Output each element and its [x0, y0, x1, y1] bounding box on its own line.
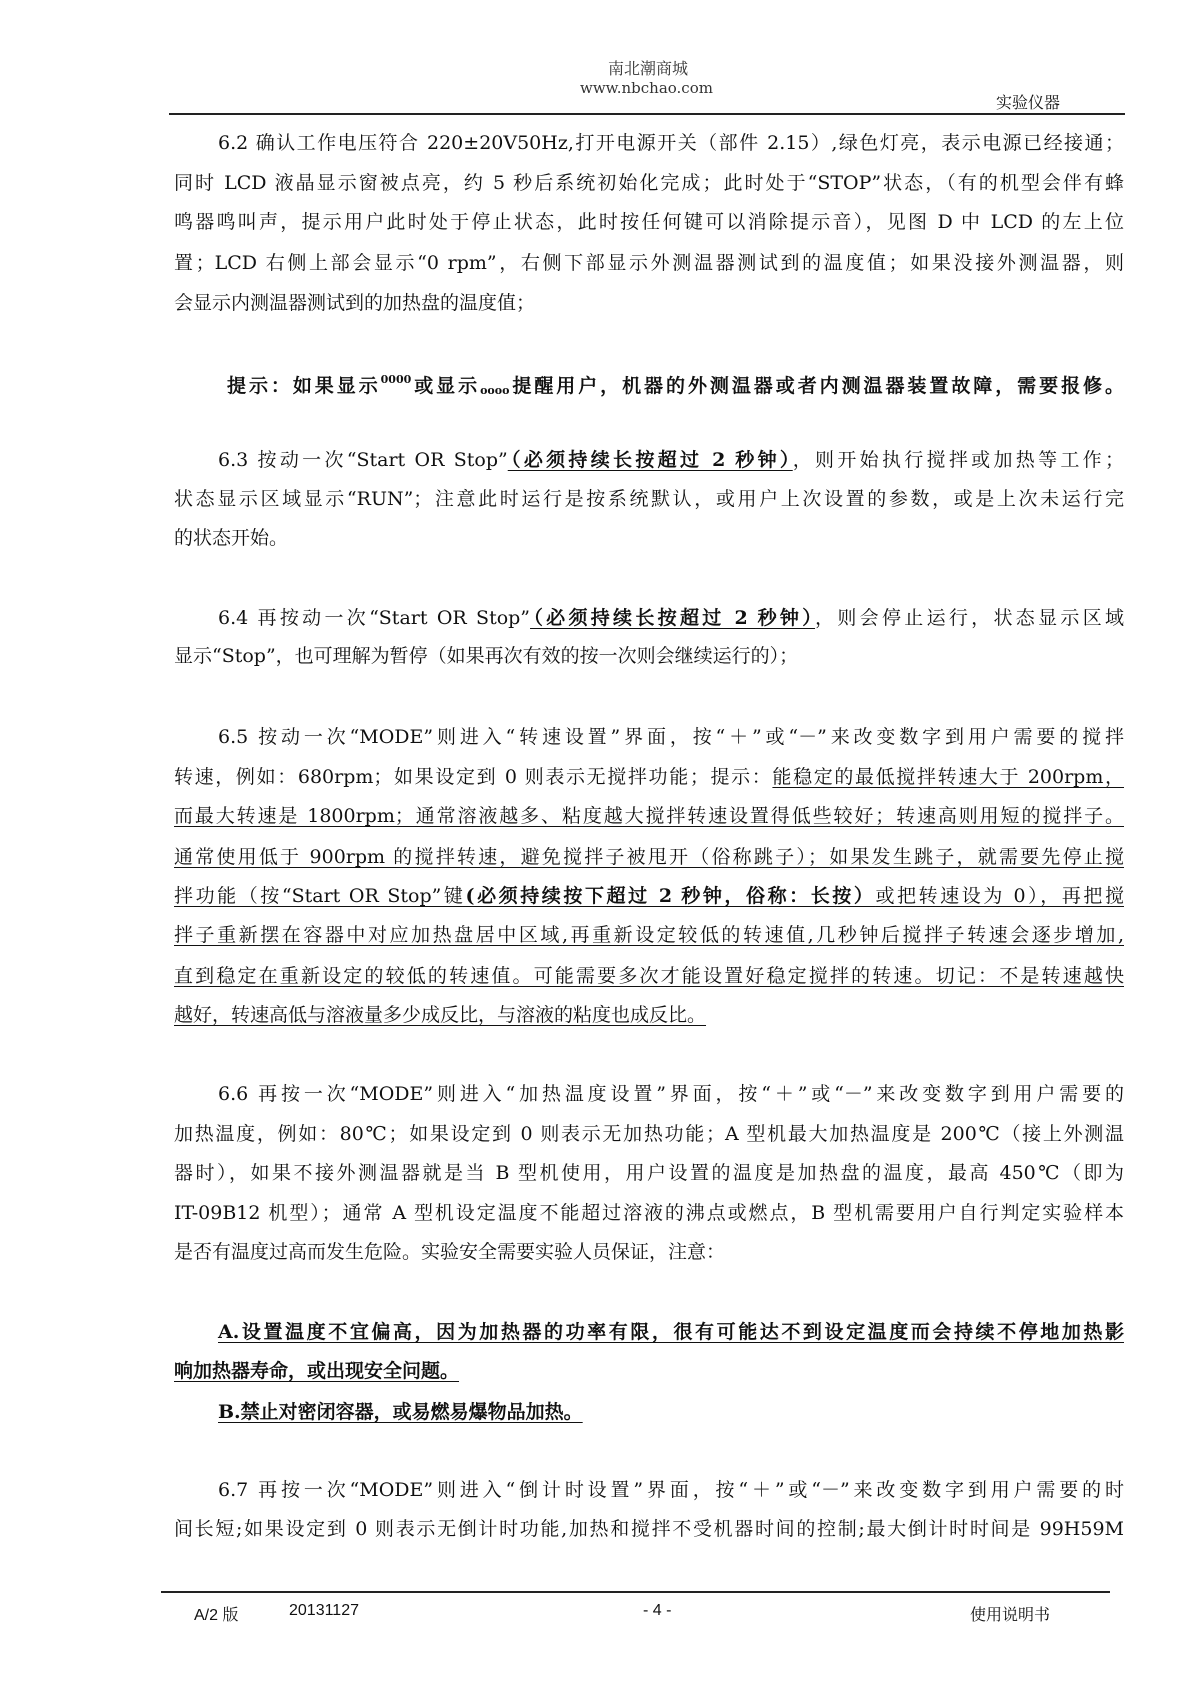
text-segment: 状态显示区域显示“RUN”；注意此时运行是按系统默认，或用户上次设置的参数，或是上次未运行完	[174, 488, 1124, 510]
text-segment: 加热温度，例如：80℃；如果设定到 0 则表示无加热功能；A 型机最大加热温度是 200℃（接上外测温	[174, 1123, 1124, 1145]
text-segment: ，则开始执行搅拌或加热等工作；	[792, 449, 1124, 471]
paragraph-6-5-line	[174, 845, 1124, 869]
text-segment: 提醒用户，机器的外测温器或者内测温器装置故障，需要报修。	[509, 375, 1124, 397]
emphasized-text: (必须持续按下超过 2 秒钟，俗称：长按）	[465, 885, 876, 907]
paragraph-6-2-line	[218, 131, 1124, 155]
text-segment: 6.6 再按一次“MODE”则进入“加热温度设置”界面，按“＋”或“－”来改变数字到用户需要的	[218, 1083, 1124, 1105]
text-segment: ，则会停止运行，状态显示区域	[815, 607, 1124, 629]
text-segment: 6.2 确认工作电压符合 220±20V50Hz,打开电源开关（部件 2.15）,绿色灯亮，表示电源已经接通；	[218, 132, 1124, 154]
header-site-name: 南北潮商城	[608, 59, 689, 78]
emphasized-text: B.禁止对密闭容器，或易燃易爆物品加热。	[218, 1401, 583, 1423]
text-segment: 置；LCD 右侧上部会显示“0 rpm”，右侧下部显示外测温器测试到的温度值；如果没接外测温器，则	[174, 252, 1124, 274]
paragraph-6-6-line	[174, 1240, 1124, 1264]
emphasized-text: （必须持续长按超过 2 秒钟）	[507, 449, 793, 471]
text-segment: IT-09B12 机型）；通常 A 型机设定温度不能超过溶液的沸点或燃点，B 型机需要用户自行判定实验样本	[174, 1202, 1124, 1224]
paragraph-6-2-line	[174, 171, 1124, 195]
paragraph-6-2-line	[174, 210, 1124, 234]
paragraph-6-7-line	[174, 1517, 1124, 1541]
paragraph-6-5-line	[174, 1003, 1124, 1027]
emphasized-text: 能稳定的最低搅拌转速大于 200rpm，	[772, 766, 1124, 788]
error-display-symbol: 0000	[380, 373, 412, 386]
footer-date: 20131127	[289, 1602, 359, 1619]
paragraph-6-6-line	[218, 1082, 1124, 1106]
header-rule	[169, 113, 1125, 115]
footer-rule	[161, 1591, 1110, 1593]
footer-page-number: - 4 -	[643, 1602, 672, 1619]
paragraph-6-4-line	[174, 644, 1124, 668]
paragraph-B-line	[218, 1400, 1124, 1424]
header-category: 实验仪器	[996, 93, 1061, 112]
emphasized-text: （必须持续长按超过 2 秒钟）	[530, 607, 816, 629]
paragraph-A-line	[174, 1359, 1124, 1383]
paragraph-6-5-line	[218, 725, 1124, 749]
paragraph-6-5-line	[174, 884, 1124, 908]
paragraph-6-2-line	[174, 251, 1124, 275]
text-segment: 或显示	[411, 375, 481, 397]
text-segment: 器时），如果不接外测温器就是当 B 型机使用，用户设置的温度是加热盘的温度，最高 450℃（即为	[174, 1162, 1124, 1184]
paragraph-6-6-line	[174, 1201, 1124, 1225]
text-segment: 提示：如果显示	[227, 375, 381, 397]
text-segment: 的状态开始。	[174, 527, 289, 549]
paragraph-6-5-line	[174, 765, 1124, 789]
emphasized-text: A.设置温度不宜偏高，因为加热器的功率有限，很有可能达不到设定温度而会持续不停地加热影	[218, 1321, 1124, 1343]
emphasized-text: 响加热器寿命，或出现安全问题。	[174, 1360, 460, 1382]
footer-version: A/2 版	[194, 1607, 239, 1624]
text-segment: 6.7 再按一次“MODE”则进入“倒计时设置”界面，按“＋”或“－”来改变数字到用户需要的时	[218, 1479, 1124, 1501]
text-segment: 显示“Stop”，也可理解为暂停（如果再次有效的按一次则会继续运行的）；	[174, 645, 799, 667]
paragraph-6-4-line	[218, 606, 1124, 630]
footer-doc-type: 使用说明书	[970, 1607, 1051, 1624]
emphasized-text: 拌子重新摆在容器中对应加热盘居中区域,再重新设定较低的转速值,几秒钟后搅拌子转速会逐步增加,	[174, 924, 1124, 946]
paragraph-6-3-line	[174, 526, 1124, 550]
text-segment: 是否有温度过高而发生危险。实验安全需要实验人员保证，注意：	[174, 1241, 726, 1263]
paragraph-6-5-line	[174, 923, 1124, 947]
paragraph-6-6-line	[174, 1122, 1124, 1146]
text-segment: 鸣器鸣叫声，提示用户此时处于停止状态，此时按任何键可以消除提示音），见图 D 中 LCD 的左上位	[174, 211, 1124, 233]
paragraph-6-6-line	[174, 1161, 1124, 1185]
text-segment: 转速，例如：680rpm；如果设定到 0 则表示无搅拌功能；提示：	[174, 766, 773, 788]
emphasized-text: 而最大转速是 1800rpm；通常溶液越多、粘度越大搅拌转速设置得低些较好；转速高则用短的搅拌子。	[174, 805, 1124, 827]
paragraph-6-7-line	[218, 1478, 1124, 1502]
emphasized-text: 或把转速设为 0），再把搅	[875, 885, 1124, 907]
paragraph-6-3-line	[218, 448, 1124, 472]
text-segment: 会显示内测温器测试到的加热盘的温度值；	[174, 292, 536, 314]
error-display-symbol: oooo	[480, 384, 510, 397]
text-segment: 间长短;如果设定到 0 则表示无倒计时功能,加热和搅拌不受机器时间的控制;最大倒计时时间是 99H59M	[174, 1518, 1124, 1540]
header-site-url: www.nbchao.com	[580, 79, 713, 97]
emphasized-text: 通常使用低于 900rpm 的搅拌转速，避免搅拌子被甩开（俗称跳子）；如果发生跳子，就需要先停止搅	[174, 846, 1124, 868]
paragraph-6-2-line	[174, 291, 1124, 315]
emphasized-text: 直到稳定在重新设定的较低的转速值。可能需要多次才能设置好稳定搅拌的转速。切记：不是转速越快	[174, 965, 1124, 987]
text-segment: 同时 LCD 液晶显示窗被点亮，约 5 秒后系统初始化完成；此时处于“STOP”状态，（有的机型会伴有蜂	[174, 172, 1124, 194]
text-segment: 6.3 按动一次“Start OR Stop”	[218, 449, 508, 471]
text-segment: 6.5 按动一次“MODE”则进入“转速设置”界面，按“＋”或“－”来改变数字到用户需要的搅拌	[218, 726, 1124, 748]
text-segment: 6.4 再按动一次“Start OR Stop”	[218, 607, 531, 629]
paragraph-6-5-line	[174, 964, 1124, 988]
paragraph-6-3-line	[174, 487, 1124, 511]
paragraph-A-line	[218, 1320, 1124, 1344]
emphasized-text: 拌功能（按“Start OR Stop”键	[174, 885, 466, 907]
paragraph-6-5-line	[174, 804, 1124, 828]
emphasized-text: 越好，转速高低与溶液量多少成反比，与溶液的粘度也成反比。	[174, 1004, 707, 1026]
paragraph-hint-line	[227, 368, 1124, 403]
